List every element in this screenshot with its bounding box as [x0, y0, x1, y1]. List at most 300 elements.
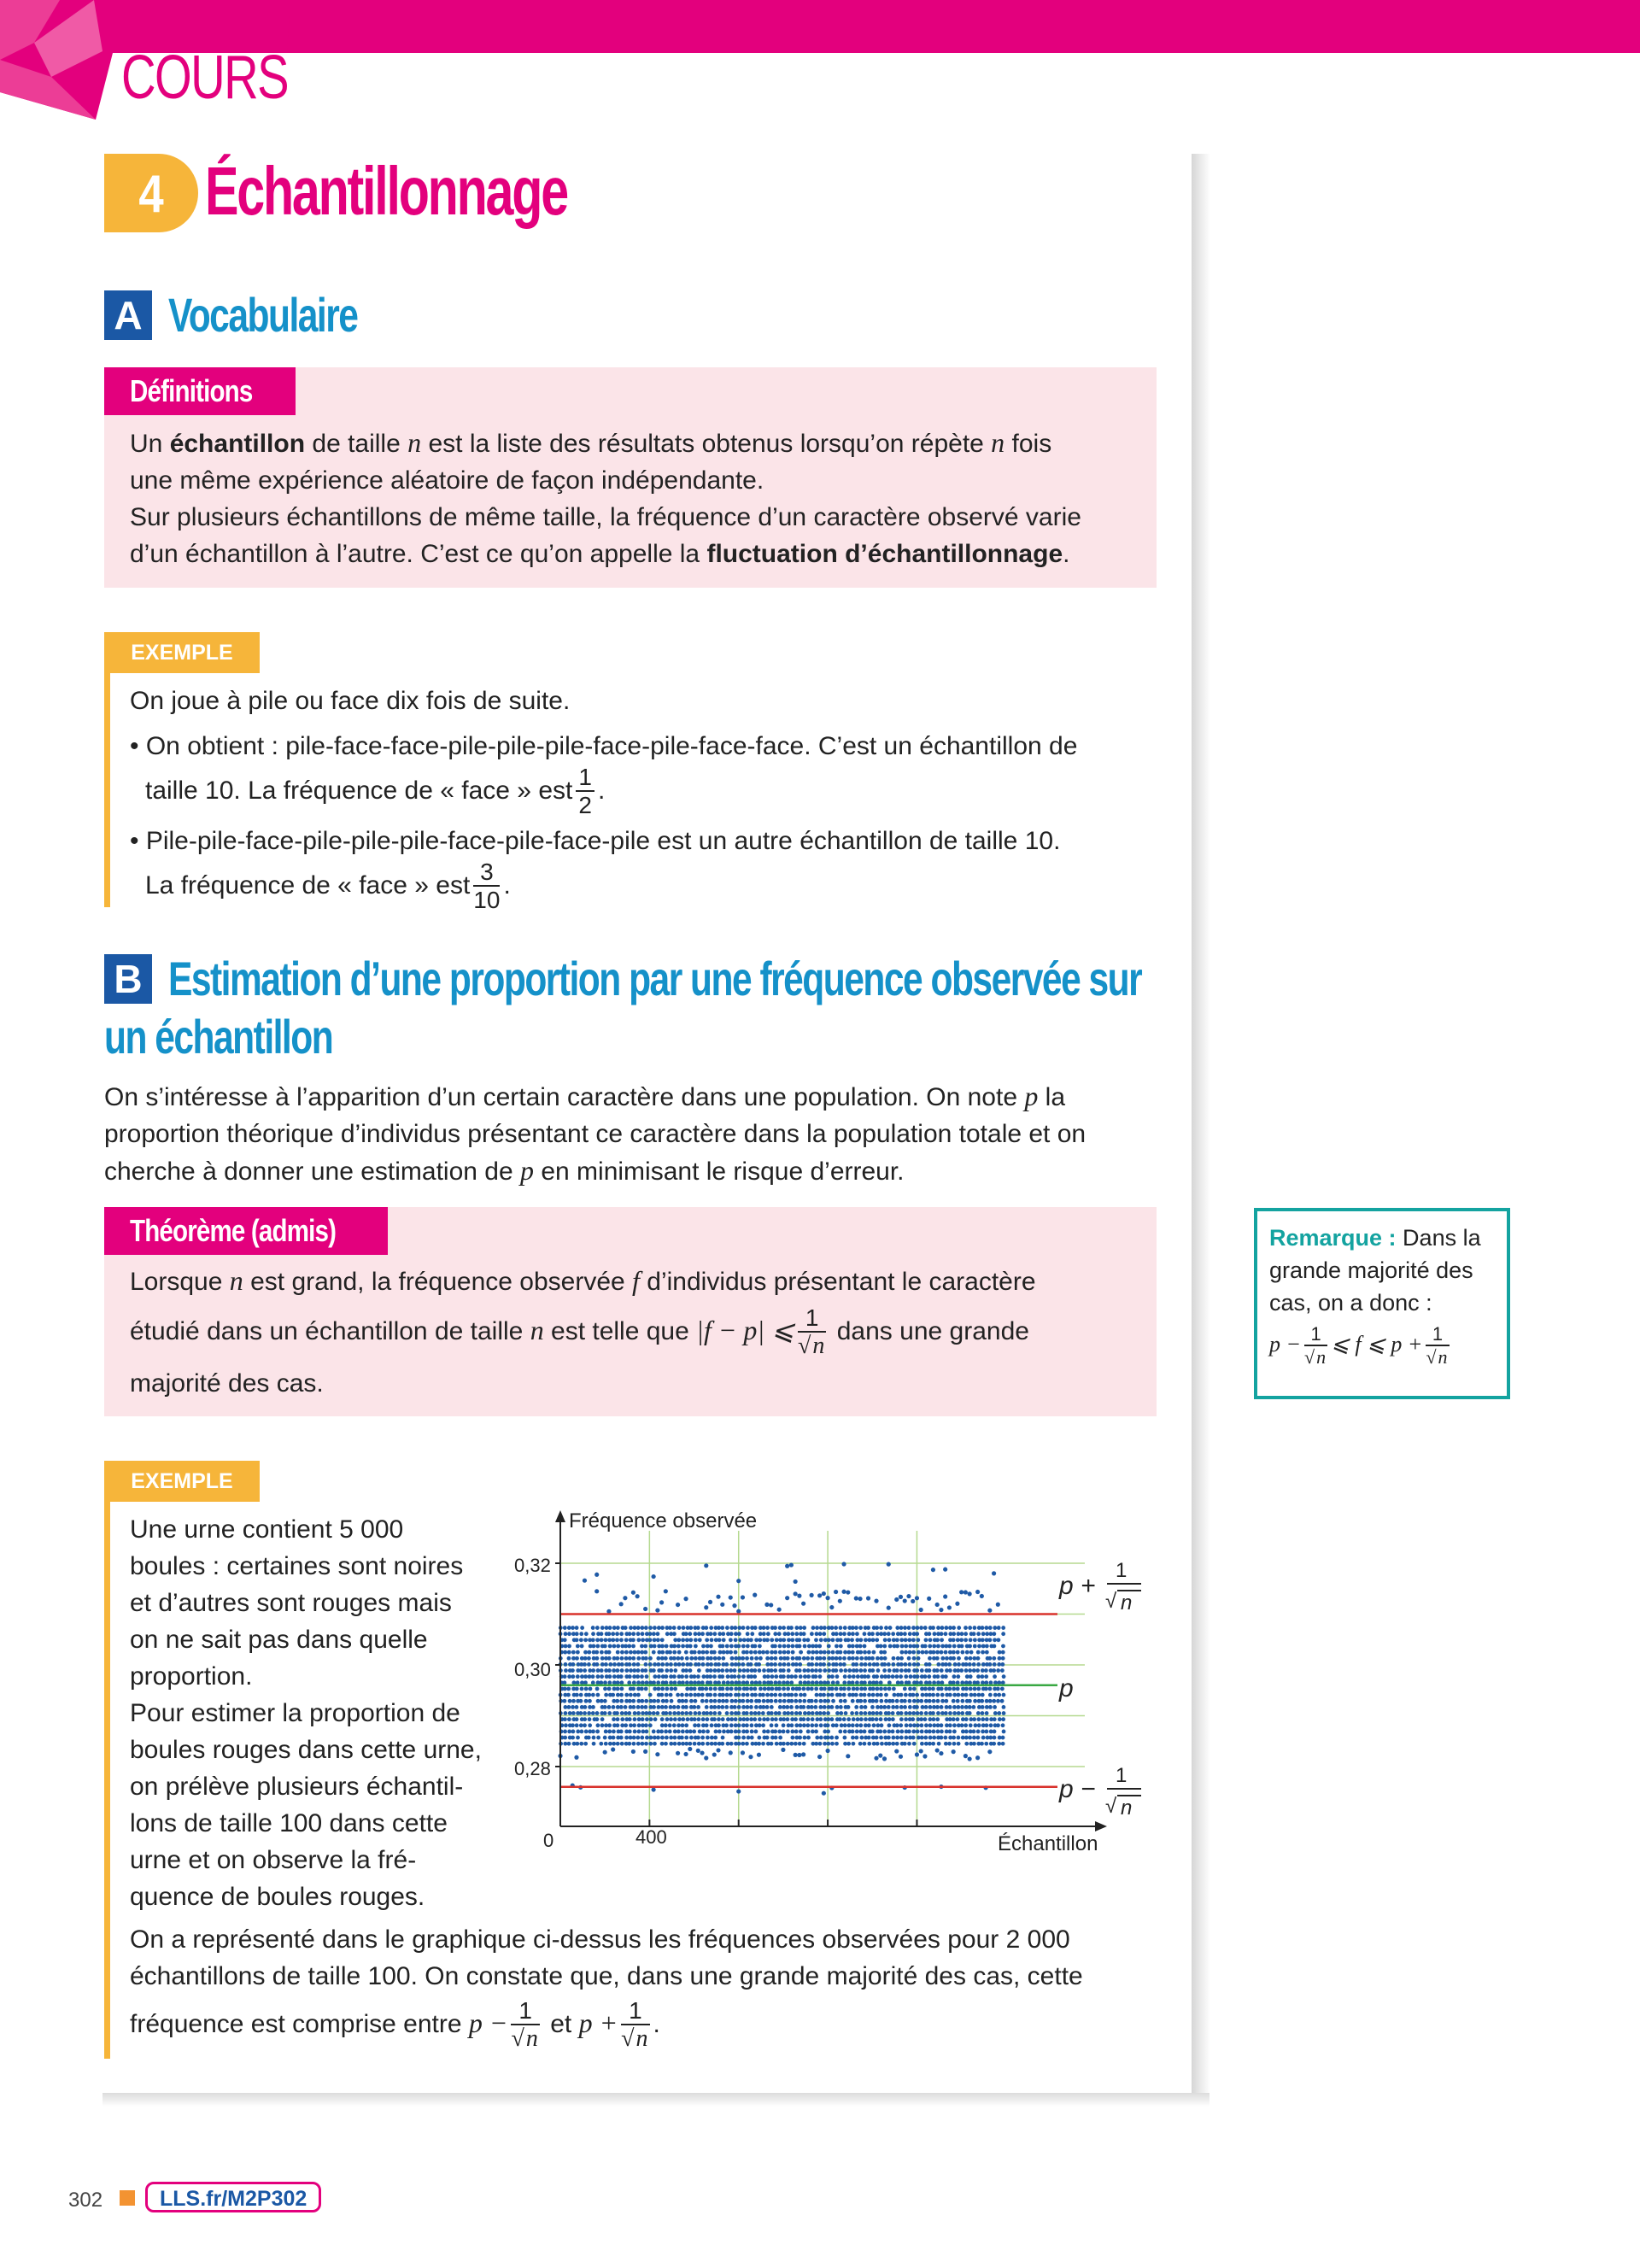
chart-point — [947, 1644, 952, 1649]
chart-point — [587, 1656, 591, 1661]
chart-point — [600, 1632, 604, 1636]
chart-point — [672, 1705, 676, 1709]
chart-point — [669, 1742, 673, 1746]
example1-bar — [104, 632, 110, 907]
chart-point — [583, 1656, 588, 1661]
chart-point — [659, 1693, 664, 1697]
chart-point — [629, 1650, 633, 1655]
chart-point — [916, 1638, 920, 1642]
chart-point — [871, 1687, 876, 1691]
chart-point — [659, 1600, 664, 1604]
chart-point — [698, 1730, 702, 1734]
chart-point — [916, 1626, 920, 1630]
chart-point — [904, 1736, 908, 1740]
chart-point — [989, 1723, 993, 1727]
chart-point — [903, 1699, 907, 1703]
chart-point — [608, 1644, 612, 1649]
chart-point — [998, 1717, 1002, 1721]
chart-point — [708, 1693, 712, 1697]
chart-point — [899, 1674, 903, 1679]
chart-point — [973, 1638, 977, 1642]
chart-point — [594, 1650, 599, 1655]
chart-point — [673, 1680, 677, 1685]
chart-point — [992, 1656, 996, 1661]
chart-point — [693, 1723, 697, 1727]
chart-point — [834, 1668, 838, 1673]
chart-point — [887, 1705, 891, 1709]
chart-point — [631, 1699, 636, 1703]
chart-point — [798, 1699, 802, 1703]
chart-point — [806, 1717, 811, 1721]
chart-point — [700, 1687, 705, 1691]
chart-point — [745, 1723, 749, 1727]
chart-point — [657, 1626, 661, 1630]
chart-point — [718, 1638, 722, 1642]
chart-point — [571, 1680, 576, 1685]
chart-point — [773, 1668, 777, 1673]
chart-point — [700, 1693, 705, 1697]
chart-point — [712, 1705, 717, 1709]
chart-point — [684, 1705, 688, 1709]
chart-point — [741, 1742, 745, 1746]
chart-point — [846, 1590, 850, 1594]
chart-point — [957, 1662, 961, 1667]
chart-point — [616, 1687, 620, 1691]
chart-point — [737, 1626, 741, 1630]
chart-point — [964, 1632, 968, 1636]
chart-point — [907, 1656, 911, 1661]
chart-point — [701, 1730, 706, 1734]
chart-point — [791, 1644, 795, 1649]
chart-point — [709, 1668, 713, 1673]
chart-point — [660, 1644, 665, 1649]
chart-point — [718, 1650, 723, 1655]
chart-point — [564, 1723, 568, 1727]
chart-point — [868, 1662, 872, 1667]
chart-point — [575, 1638, 579, 1642]
chart-point — [664, 1656, 668, 1661]
chart-point — [789, 1742, 794, 1746]
chart-point — [831, 1650, 835, 1655]
chart-point — [645, 1674, 649, 1679]
chart-point — [838, 1730, 842, 1734]
chart-point — [712, 1650, 717, 1655]
chart-point — [758, 1717, 762, 1721]
chart-point — [643, 1749, 647, 1754]
chart-point — [721, 1699, 725, 1703]
chart-point — [624, 1656, 629, 1661]
chart-point — [817, 1593, 822, 1597]
chart-point — [794, 1717, 798, 1721]
chart-point — [944, 1674, 948, 1679]
chart-point — [645, 1680, 649, 1685]
chart-point — [843, 1668, 847, 1673]
chart-point — [684, 1736, 688, 1740]
chart-point — [972, 1717, 976, 1721]
chart-point — [810, 1705, 814, 1709]
chart-point — [705, 1711, 709, 1715]
chart-point — [688, 1730, 693, 1734]
chart-point — [636, 1656, 641, 1661]
chart-point — [829, 1605, 834, 1609]
header-band — [273, 0, 1640, 53]
chart-point — [782, 1730, 786, 1734]
chart-point — [700, 1736, 705, 1740]
example2-bar — [104, 1461, 110, 2059]
chart-point — [916, 1644, 920, 1649]
chart-point — [797, 1594, 801, 1598]
chart-point — [676, 1603, 680, 1607]
chart-point — [822, 1591, 826, 1596]
chart-point — [741, 1693, 746, 1697]
chart-point — [665, 1632, 670, 1636]
chart-point — [600, 1717, 605, 1721]
chart-point — [928, 1730, 932, 1734]
chart-point — [1002, 1730, 1006, 1734]
chart-point — [652, 1574, 656, 1579]
chart-point — [899, 1730, 904, 1734]
chart-point — [827, 1656, 831, 1661]
chart-point — [919, 1749, 923, 1753]
chart-point — [969, 1693, 973, 1697]
chart-point — [843, 1699, 847, 1703]
page-number-marker — [120, 2190, 135, 2206]
chart-point — [564, 1644, 568, 1649]
chart-point — [612, 1730, 616, 1734]
chart-point — [798, 1644, 802, 1649]
chart-point — [653, 1674, 657, 1679]
chart-point — [899, 1717, 904, 1721]
chart-point — [716, 1595, 720, 1599]
chart-point — [701, 1674, 706, 1679]
chart-point — [746, 1668, 750, 1673]
chart-point — [964, 1656, 969, 1661]
chart-point — [968, 1668, 972, 1673]
chart-point — [624, 1626, 628, 1630]
chart-point — [741, 1717, 746, 1721]
chart-point — [815, 1736, 819, 1740]
chart-point — [802, 1626, 806, 1630]
chart-point — [975, 1590, 980, 1594]
chart-point — [563, 1730, 567, 1734]
chart-point — [866, 1596, 870, 1600]
chart-point — [985, 1705, 989, 1709]
chart-point — [688, 1668, 693, 1673]
chart-point — [697, 1650, 701, 1655]
chart-point — [583, 1674, 588, 1679]
chart-point — [998, 1656, 1002, 1661]
chart-point — [981, 1638, 985, 1642]
chart-point — [607, 1730, 612, 1734]
example2-tag: EXEMPLE — [104, 1461, 260, 1502]
chart-point — [964, 1680, 969, 1685]
chart-point — [790, 1736, 794, 1740]
chart-point — [879, 1644, 883, 1649]
chart-point — [685, 1638, 689, 1642]
chart-point — [940, 1687, 944, 1691]
chart-point — [879, 1717, 883, 1721]
chart-point — [887, 1680, 892, 1685]
chart-point — [785, 1596, 789, 1600]
page-number: 302 — [68, 2189, 103, 2212]
chart-point — [876, 1693, 880, 1697]
chart-point — [722, 1638, 726, 1642]
chart-point — [782, 1699, 787, 1703]
chart-point — [786, 1680, 790, 1685]
example2-left-line: proportion. — [130, 1662, 253, 1691]
fluctuation-scatter-chart — [504, 1505, 1170, 1864]
chart-y-tick-032: 0,32 — [514, 1555, 551, 1576]
chart-point — [758, 1632, 763, 1636]
chart-point — [920, 1742, 924, 1746]
chart-point — [734, 1699, 738, 1703]
chart-point — [778, 1626, 782, 1630]
chart-point — [981, 1632, 986, 1636]
chart-point — [947, 1605, 952, 1609]
chart-point — [595, 1644, 600, 1649]
chart-point — [895, 1699, 899, 1703]
subsection-b-title-line1: Estimation d’une proportion par une fréquence observée sur — [168, 952, 1142, 1005]
chart-point — [882, 1644, 887, 1649]
chart-point — [993, 1674, 997, 1679]
chart-point — [899, 1650, 904, 1655]
chart-point — [762, 1717, 766, 1721]
chart-point — [864, 1638, 868, 1642]
chart-point — [706, 1736, 710, 1740]
chart-point — [563, 1638, 567, 1642]
chart-point — [839, 1638, 843, 1642]
chart-point — [668, 1711, 672, 1715]
chart-point — [673, 1662, 677, 1667]
chart-point — [664, 1730, 668, 1734]
chart-point — [818, 1742, 823, 1746]
chart-point — [855, 1687, 859, 1691]
chart-point — [940, 1736, 944, 1740]
chart-point — [761, 1705, 765, 1709]
chart-point — [631, 1705, 636, 1709]
chart-point — [876, 1742, 880, 1746]
chart-point — [875, 1680, 879, 1685]
chart-point — [985, 1717, 989, 1721]
chart-point — [940, 1656, 945, 1661]
chart-point — [863, 1730, 867, 1734]
chart-point — [790, 1638, 794, 1642]
chart-point — [1002, 1711, 1006, 1715]
chart-point — [765, 1662, 770, 1667]
chart-point — [779, 1656, 783, 1661]
chart-point — [803, 1736, 807, 1740]
chart-point — [693, 1687, 697, 1691]
chart-point — [868, 1711, 872, 1715]
chart-point — [604, 1723, 608, 1727]
chart-point — [847, 1656, 852, 1661]
chart-point — [866, 1674, 870, 1679]
chart-point — [749, 1699, 753, 1703]
chart-point — [681, 1644, 685, 1649]
chart-point — [563, 1699, 567, 1703]
chart-point — [652, 1787, 656, 1791]
chart-point — [706, 1742, 710, 1746]
chart-point — [952, 1680, 956, 1685]
chart-point — [677, 1626, 682, 1630]
chart-point — [888, 1644, 893, 1649]
chart-point — [863, 1699, 867, 1703]
chart-point — [957, 1711, 961, 1715]
chart-point — [887, 1723, 891, 1727]
chart-point — [899, 1723, 903, 1727]
chart-point — [818, 1650, 823, 1655]
chart-point — [972, 1736, 976, 1740]
chart-point — [850, 1711, 854, 1715]
chart-point — [636, 1668, 641, 1673]
chart-point — [826, 1730, 830, 1734]
chart-point — [665, 1644, 669, 1649]
chart-point — [935, 1656, 940, 1661]
chart-point — [859, 1705, 864, 1709]
chart-point — [563, 1742, 567, 1746]
chart-point — [903, 1742, 907, 1746]
chart-point — [811, 1717, 815, 1721]
chart-point — [811, 1711, 815, 1715]
chart-point — [741, 1626, 746, 1630]
chart-point — [846, 1742, 851, 1746]
chart-point — [866, 1626, 870, 1630]
chart-point — [799, 1723, 803, 1727]
chart-point — [645, 1736, 649, 1740]
chart-point — [766, 1730, 770, 1734]
chart-point — [960, 1644, 964, 1649]
chart-point — [835, 1674, 840, 1679]
chart-point — [765, 1693, 770, 1697]
chart-point — [644, 1742, 648, 1746]
chart-point — [968, 1626, 972, 1630]
chart-point — [887, 1711, 891, 1715]
chart-point — [957, 1656, 961, 1661]
chart-point — [758, 1650, 762, 1655]
chart-point — [689, 1680, 694, 1685]
chart-point — [653, 1638, 657, 1642]
chart-point — [583, 1668, 587, 1673]
chart-point — [842, 1632, 846, 1636]
chart-point — [952, 1632, 956, 1636]
chart-point — [931, 1687, 935, 1691]
chart-point — [806, 1736, 811, 1740]
chart-point — [725, 1687, 729, 1691]
chart-point — [815, 1632, 819, 1636]
chart-point — [935, 1668, 940, 1673]
chart-point — [587, 1662, 591, 1667]
chart-point — [684, 1674, 688, 1679]
chart-point — [741, 1680, 746, 1685]
chart-point — [940, 1730, 944, 1734]
chart-point — [931, 1742, 935, 1746]
chart-point — [718, 1730, 722, 1734]
chart-point — [981, 1693, 985, 1697]
chart-point — [864, 1711, 868, 1715]
chart-point — [987, 1749, 992, 1754]
chart-point — [574, 1755, 578, 1760]
chart-point — [669, 1705, 673, 1709]
section-title: Échantillonnage — [205, 153, 567, 229]
chart-point — [928, 1705, 933, 1709]
chart-point — [876, 1668, 881, 1673]
chart-point — [969, 1638, 973, 1642]
chart-point — [733, 1668, 737, 1673]
chart-point — [688, 1662, 693, 1667]
chart-point — [672, 1656, 676, 1661]
chart-point — [624, 1705, 628, 1709]
chart-point — [928, 1736, 933, 1740]
chart-point — [923, 1736, 928, 1740]
chart-point — [741, 1656, 745, 1661]
chart-point — [842, 1693, 846, 1697]
chart-point — [688, 1742, 692, 1746]
chart-point — [822, 1711, 826, 1715]
chart-point — [944, 1626, 948, 1630]
chart-point — [871, 1650, 876, 1655]
chart-point — [620, 1742, 624, 1746]
chart-point — [867, 1638, 871, 1642]
chart-point — [636, 1693, 641, 1697]
chart-point — [911, 1638, 916, 1642]
chart-point — [895, 1736, 899, 1740]
chart-point — [709, 1711, 713, 1715]
subsection-b-letter: B — [104, 954, 152, 1004]
chart-point — [952, 1717, 956, 1721]
chart-point — [600, 1699, 604, 1703]
chart-point — [786, 1711, 790, 1715]
chart-point — [579, 1723, 583, 1727]
chart-point — [888, 1626, 893, 1630]
chart-point — [709, 1644, 713, 1649]
chart-point — [689, 1736, 694, 1740]
chart-point — [794, 1674, 798, 1679]
chart-point — [826, 1742, 830, 1746]
chart-point — [676, 1711, 681, 1715]
footer-link[interactable]: LLS.fr/M2P302 — [145, 2182, 321, 2212]
chart-point — [997, 1662, 1001, 1667]
chart-point — [802, 1632, 806, 1636]
chart-point — [694, 1632, 698, 1636]
chart-point — [919, 1717, 923, 1721]
chart-point — [685, 1680, 689, 1685]
chart-point — [576, 1730, 580, 1734]
chart-point — [863, 1650, 867, 1655]
chart-point — [632, 1736, 636, 1740]
chart-point — [843, 1674, 847, 1679]
chart-point — [911, 1693, 916, 1697]
chart-point — [794, 1742, 798, 1746]
chart-point — [733, 1674, 737, 1679]
chart-point — [628, 1717, 632, 1721]
chart-point — [773, 1662, 777, 1667]
chart-point — [814, 1644, 818, 1649]
chart-point — [725, 1626, 729, 1630]
chart-point — [805, 1723, 810, 1727]
chart-point — [563, 1736, 567, 1740]
chart-point — [721, 1656, 725, 1661]
chart-point — [575, 1742, 579, 1746]
chart-point — [765, 1638, 770, 1642]
chart-point — [733, 1626, 737, 1630]
chart-point — [912, 1687, 917, 1691]
chart-point — [835, 1705, 840, 1709]
chart-point — [720, 1742, 724, 1746]
chart-point — [575, 1656, 579, 1661]
chart-point — [813, 1674, 817, 1679]
chart-point — [761, 1693, 765, 1697]
chart-point — [737, 1632, 741, 1636]
